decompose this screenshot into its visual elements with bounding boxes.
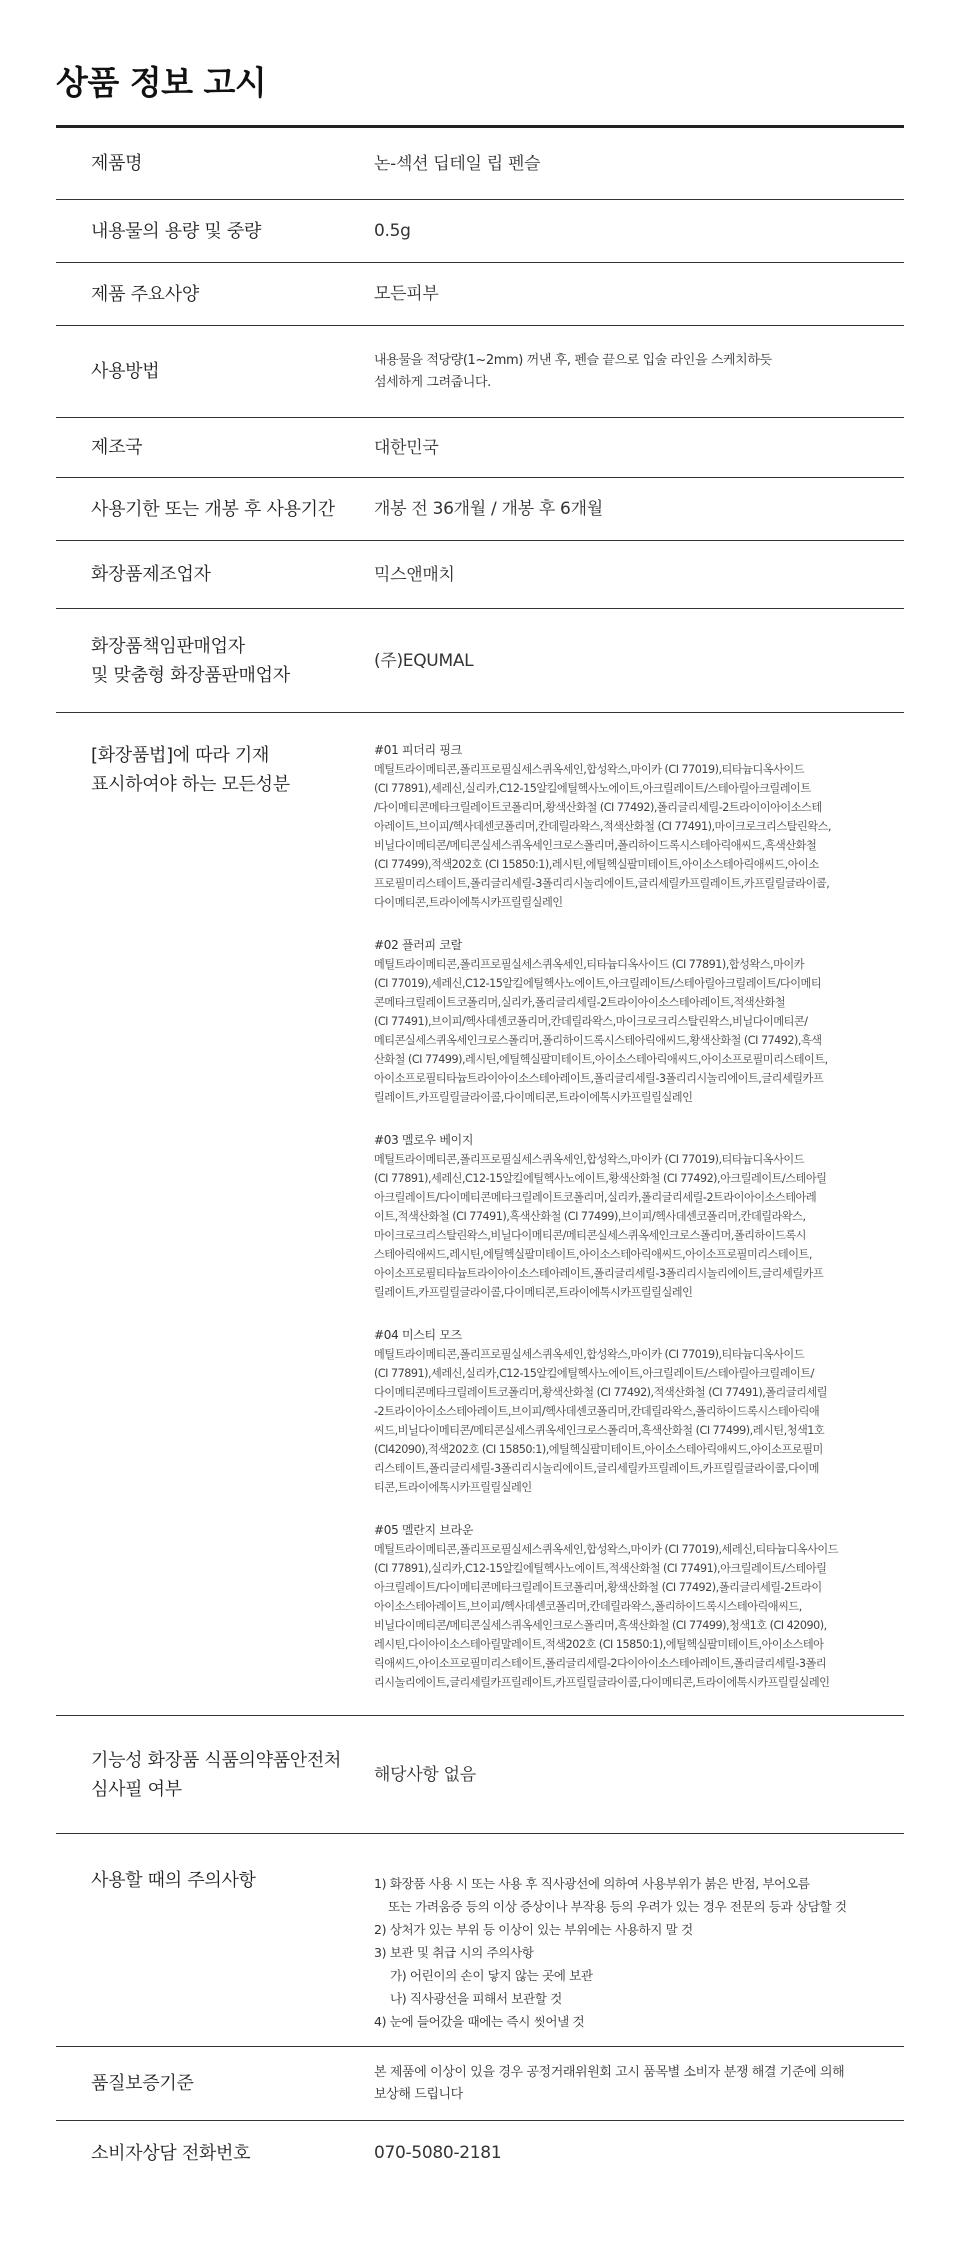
ingredient-line: 스테아릭애씨드,레시틴,에틸헥실팔미테이트,아이소스테아릭애씨드,아이소프로필미리스테이트, — [374, 1248, 812, 1261]
ingredient-line: 티콘,트라이에톡시카프릴릴실레인 — [374, 1481, 532, 1494]
row-value: 개봉 전 36개월 / 개봉 후 6개월 — [374, 499, 603, 519]
caution-item: 4) 눈에 들어갔을 때에는 즉시 씻어낼 것 — [374, 2014, 585, 2029]
label-line: 화장품책임판매업자 — [91, 635, 245, 657]
ingredient-line: 산화철 (CI 77499),레시틴,에틸헥실팔미테이트,아이소스테아릭애씨드,아이소프로필미리스테이트, — [374, 1053, 828, 1066]
row-value: 0.5g — [374, 221, 411, 241]
ingredient-line: 메틸트라이메티콘,폴리프로필실세스퀴옥세인,합성왁스,마이카 (CI 77019),티타늄디옥사이드 — [374, 1348, 805, 1361]
ingredient-line: (CI 77499),적색202호 (CI 15850:1),레시틴,에틸헥실팔미테이트,아이소스테아릭애씨드,아이소 — [374, 858, 819, 871]
row-functional — [56, 1716, 904, 1834]
ingredient-line: -2트라이아이소스테아레이트,브이피/헥사데센코폴리머,칸데릴라왁스,폴리하이드록시스테아릭애 — [374, 1405, 820, 1418]
shade-name: #02 플러피 코랄 — [374, 938, 462, 952]
ingredient-line: 리스테이트,폴리글리세릴-3폴리리시놀리에이트,글리세릴카프릴레이트,카프릴릴글라이콜,다이메 — [374, 1462, 819, 1475]
ingredient-line: 다이메티콘,트라이에톡시카프릴릴실레인 — [374, 896, 563, 909]
row-manufacturer — [56, 541, 904, 609]
caution-item: 가) 어린이의 손이 닿지 않는 곳에 보관 — [390, 1968, 593, 1983]
row-label: 사용기한 또는 개봉 후 사용기간 — [91, 498, 335, 520]
label-line: 기능성 화장품 식품의약품안전처 — [91, 1749, 342, 1771]
row-caution — [56, 1834, 904, 2047]
ingredient-block — [374, 1131, 904, 1302]
ingredient-line: 아크릴레이트/다이메티콘메타크릴레이트코폴리머,황색산화철 (CI 77492),폴리글리세릴-2트라이 — [374, 1581, 822, 1594]
row-usage — [56, 326, 904, 418]
shade-name: #05 멜란지 브라운 — [374, 1523, 474, 1537]
ingredient-line: 릭애씨드,아이소프로필미리스테이트,폴리글리세릴-2다이아이소스테아레이트,폴리글리세릴-3폴리 — [374, 1657, 827, 1670]
ingredient-line: 레시틴,다이아이소스테아릴말레이트,적색202호 (CI 15850:1),에틸헥실팔미테이트,아이소스테아 — [374, 1638, 824, 1651]
label-line: 표시하여야 하는 모든성분 — [91, 774, 290, 795]
row-capacity — [56, 200, 904, 263]
quality-line: 보상해 드립니다 — [374, 2086, 463, 2102]
ingredient-block — [374, 936, 904, 1107]
ingredient-text — [374, 1345, 904, 1497]
ingredient-text — [374, 955, 904, 1107]
shade-name: #03 멜로우 베이지 — [374, 1133, 474, 1147]
ingredient-line: 이트,적색산화철 (CI 77491),흑색산화철 (CI 77499),브이피/헥사데센코폴리머,칸데릴라왁스, — [374, 1210, 806, 1223]
ingredient-text — [374, 760, 904, 912]
row-value: (주)EQUMAL — [374, 650, 474, 671]
caution-item: 2) 상처가 있는 부위 등 이상이 있는 부위에는 사용하지 말 것 — [374, 1922, 693, 1937]
ingredient-line: /다이메티콘메타크릴레이트코폴리머,황색산화철 (CI 77492),폴리글리세릴-2트라이이아이소스테 — [374, 801, 822, 814]
row-label: 사용할 때의 주의사항 — [91, 1870, 256, 1891]
page-title: 상품 정보 고시 — [56, 0, 904, 128]
caution-item: 1) 화장품 사용 시 또는 사용 후 직사광선에 의하여 사용부위가 붉은 반점, 부어오름 — [374, 1876, 810, 1891]
ingredient-line: 콘메타크릴레이트코폴리머,실리카,폴리글리세릴-2트라이아이소스테아레이트,적색산화철 — [374, 996, 785, 1009]
ingredient-line: 메틸트라이메티콘,폴리프로필실세스퀴옥세인,합성왁스,마이카 (CI 77019),세레신,티타늄디옥사이드 — [374, 1543, 838, 1556]
ingredient-line: (CI 77891),실리카,C12-15알킬에틸헥사노에이트,적색산화철 (CI 77491),아크릴레이트/스테아릴 — [374, 1562, 827, 1575]
row-product-name — [56, 128, 904, 200]
ingredient-line: 씨드,비닐다이메티콘/메티콘실세스퀴옥세인크로스폴리머,흑색산화철 (CI 77499),레시틴,청색1호 — [374, 1424, 825, 1437]
ingredient-line: (CI 77891),세레신,실리카,C12-15알킬에틸헥사노에이트,아크릴레이트/스테아릴아크릴레이트/ — [374, 1367, 814, 1380]
ingredient-line: 메틸트라이메티콘,폴리프로필실세스퀴옥세인,합성왁스,마이카 (CI 77019),티타늄디옥사이드 — [374, 763, 805, 776]
ingredient-text — [374, 1150, 904, 1302]
label-line: 및 맞춤형 화장품판매업자 — [91, 664, 290, 686]
ingredient-block — [374, 1326, 904, 1497]
caution-item: 3) 보관 및 취급 시의 주의사항 — [374, 1945, 534, 1960]
row-value: 대한민국 — [374, 437, 439, 458]
ingredient-line: 아레이트,브이피/헥사데센코폴리머,칸데릴라왁스,적색산화철 (CI 77491),마이크로크리스탈린왁스, — [374, 820, 831, 833]
quality-line: 본 제품에 이상이 있을 경우 공정거래위원회 고시 품목별 소비자 분쟁 해결 기준에 의해 — [374, 2064, 845, 2080]
row-value: 믹스앤매치 — [374, 564, 455, 585]
ingredient-line: 마이크로크리스탈린왁스,비닐다이메티콘/메티콘실세스퀴옥세인크로스폴리머,폴리하이드록시 — [374, 1229, 806, 1242]
row-label — [56, 741, 374, 799]
row-label: 화장품제조업자 — [91, 564, 211, 585]
phone-number: 070-5080-2181 — [374, 2143, 502, 2163]
ingredient-line: 비닐다이메티콘/메티콘실세스퀴옥세인크로스폴리머,폴리하이드록시스테아릭애씨드,흑색산화철 — [374, 839, 817, 852]
row-value: 해당사항 없음 — [374, 1764, 476, 1785]
ingredient-line: (CI 77891),세레신,실리카,C12-15알킬에틸헥사노에이트,아크릴레이트/스테아릴아크릴레이트 — [374, 782, 811, 795]
label-line: [화장품법]에 따라 기재 — [91, 745, 270, 766]
ingredient-line: 비닐다이메티콘/메티콘실세스퀴옥세인크로스폴리머,흑색산화철 (CI 77499),청색1호 (CI 42090), — [374, 1619, 827, 1632]
ingredient-line: 릴레이트,카프릴릴글라이콜,다이메티콘,트라이에톡시카프릴릴실레인 — [374, 1286, 693, 1299]
ingredient-text — [374, 1540, 904, 1692]
ingredient-line: 메틸트라이메티콘,폴리프로필실세스퀴옥세인,티타늄디옥사이드 (CI 77891),합성왁스,마이카 — [374, 958, 805, 971]
ingredient-block — [374, 741, 904, 912]
ingredient-line: (CI 77491),브이피/헥사데센코폴리머,칸데릴라왁스,마이크로크리스탈린왁스,비닐다이메티콘/ — [374, 1015, 808, 1028]
row-label — [56, 632, 374, 690]
row-seller — [56, 609, 904, 713]
ingredient-line: 릴레이트,카프릴릴글라이콜,다이메티콘,트라이에톡시카프릴릴실레인 — [374, 1091, 693, 1104]
ingredient-line: 메틸트라이메티콘,폴리프로필실세스퀴옥세인,합성왁스,마이카 (CI 77019),티타늄디옥사이드 — [374, 1153, 805, 1166]
ingredient-line: (CI42090),적색202호 (CI 15850:1),에틸헥실팔미테이트,아이소스테아릭애씨드,아이소프로필미 — [374, 1443, 823, 1456]
row-label: 제품 주요사양 — [91, 283, 199, 305]
ingredient-line: 다이메티콘메타크릴레이트코폴리머,황색산화철 (CI 77492),적색산화철 (CI 77491),폴리글리세릴 — [374, 1386, 828, 1399]
row-label: 사용방법 — [91, 361, 160, 382]
row-expiry — [56, 478, 904, 541]
row-specs — [56, 263, 904, 326]
row-value: 모든피부 — [374, 284, 439, 304]
caution-list — [374, 1866, 904, 2033]
usage-line: 내용물을 적당량(1~2mm) 꺼낸 후, 펜슬 끝으로 입술 라인을 스케치하듯 — [374, 352, 772, 368]
ingredient-line: 메티콘실세스퀴옥세인크로스폴리머,폴리하이드록시스테아릭애씨드,황색산화철 (CI 77492),흑색 — [374, 1034, 822, 1047]
row-label: 제품명 — [91, 153, 143, 174]
row-phone — [56, 2121, 904, 2185]
caution-item: 또는 가려움증 등의 이상 증상이나 부작용 등의 우려가 있는 경우 전문의 등과 상담할 것 — [388, 1899, 847, 1914]
row-label: 품질보증기준 — [91, 2073, 194, 2094]
label-line: 심사필 여부 — [91, 1778, 182, 1800]
row-ingredients — [56, 713, 904, 1716]
ingredient-line: (CI 77891),세레신,C12-15알킬에틸헥사노에이트,황색산화철 (CI 77492),아크릴레이트/스테아릴 — [374, 1172, 827, 1185]
row-label: 내용물의 용량 및 중량 — [91, 220, 262, 242]
row-label: 소비자상담 전화번호 — [91, 2142, 251, 2164]
ingredient-line: (CI 77019),세레신,C12-15알킬에틸헥사노에이트,아크릴레이트/스테아릴아크릴레이트/다이메티 — [374, 977, 822, 990]
ingredient-list — [374, 741, 904, 1692]
row-label: 제조국 — [91, 437, 143, 458]
ingredient-block — [374, 1521, 904, 1692]
row-value: 논-섹션 딥테일 립 펜슬 — [374, 153, 541, 174]
ingredient-line: 아이소프로필티타늄트라이아이소스테아레이트,폴리글리세릴-3폴리리시놀리에이트,글리세릴카프 — [374, 1072, 824, 1085]
shade-name: #01 피더리 핑크 — [374, 743, 462, 757]
row-value — [374, 2062, 904, 2106]
ingredient-line: 아이소스테아레이트,브이피/헥사데센코폴리머,칸데릴라왁스,폴리하이드록시스테아릭애씨드, — [374, 1600, 802, 1613]
row-quality — [56, 2047, 904, 2121]
caution-item: 나) 직사광선을 피해서 보관할 것 — [390, 1991, 562, 2006]
ingredient-line: 프로필미리스테이트,폴리글리세릴-3폴리리시놀리에이트,글리세릴카프릴레이트,카프릴릴글라이콜, — [374, 877, 830, 890]
usage-line: 섬세하게 그려줍니다. — [374, 374, 491, 390]
ingredient-line: 아크릴레이트/다이메티콘메타크릴레이트코폴리머,실리카,폴리글리세릴-2트라이아이소스테아레 — [374, 1191, 817, 1204]
row-origin — [56, 418, 904, 478]
row-value — [374, 350, 904, 394]
ingredient-line: 리시놀리에이트,글리세릴카프릴레이트,카프릴릴글라이콜,다이메티콘,트라이에톡시카프릴릴실레인 — [374, 1676, 830, 1689]
shade-name: #04 미스티 모즈 — [374, 1328, 462, 1342]
ingredient-line: 아이소프로필티타늄트라이아이소스테아레이트,폴리글리세릴-3폴리리시놀리에이트,글리세릴카프 — [374, 1267, 824, 1280]
row-label — [56, 1746, 374, 1804]
